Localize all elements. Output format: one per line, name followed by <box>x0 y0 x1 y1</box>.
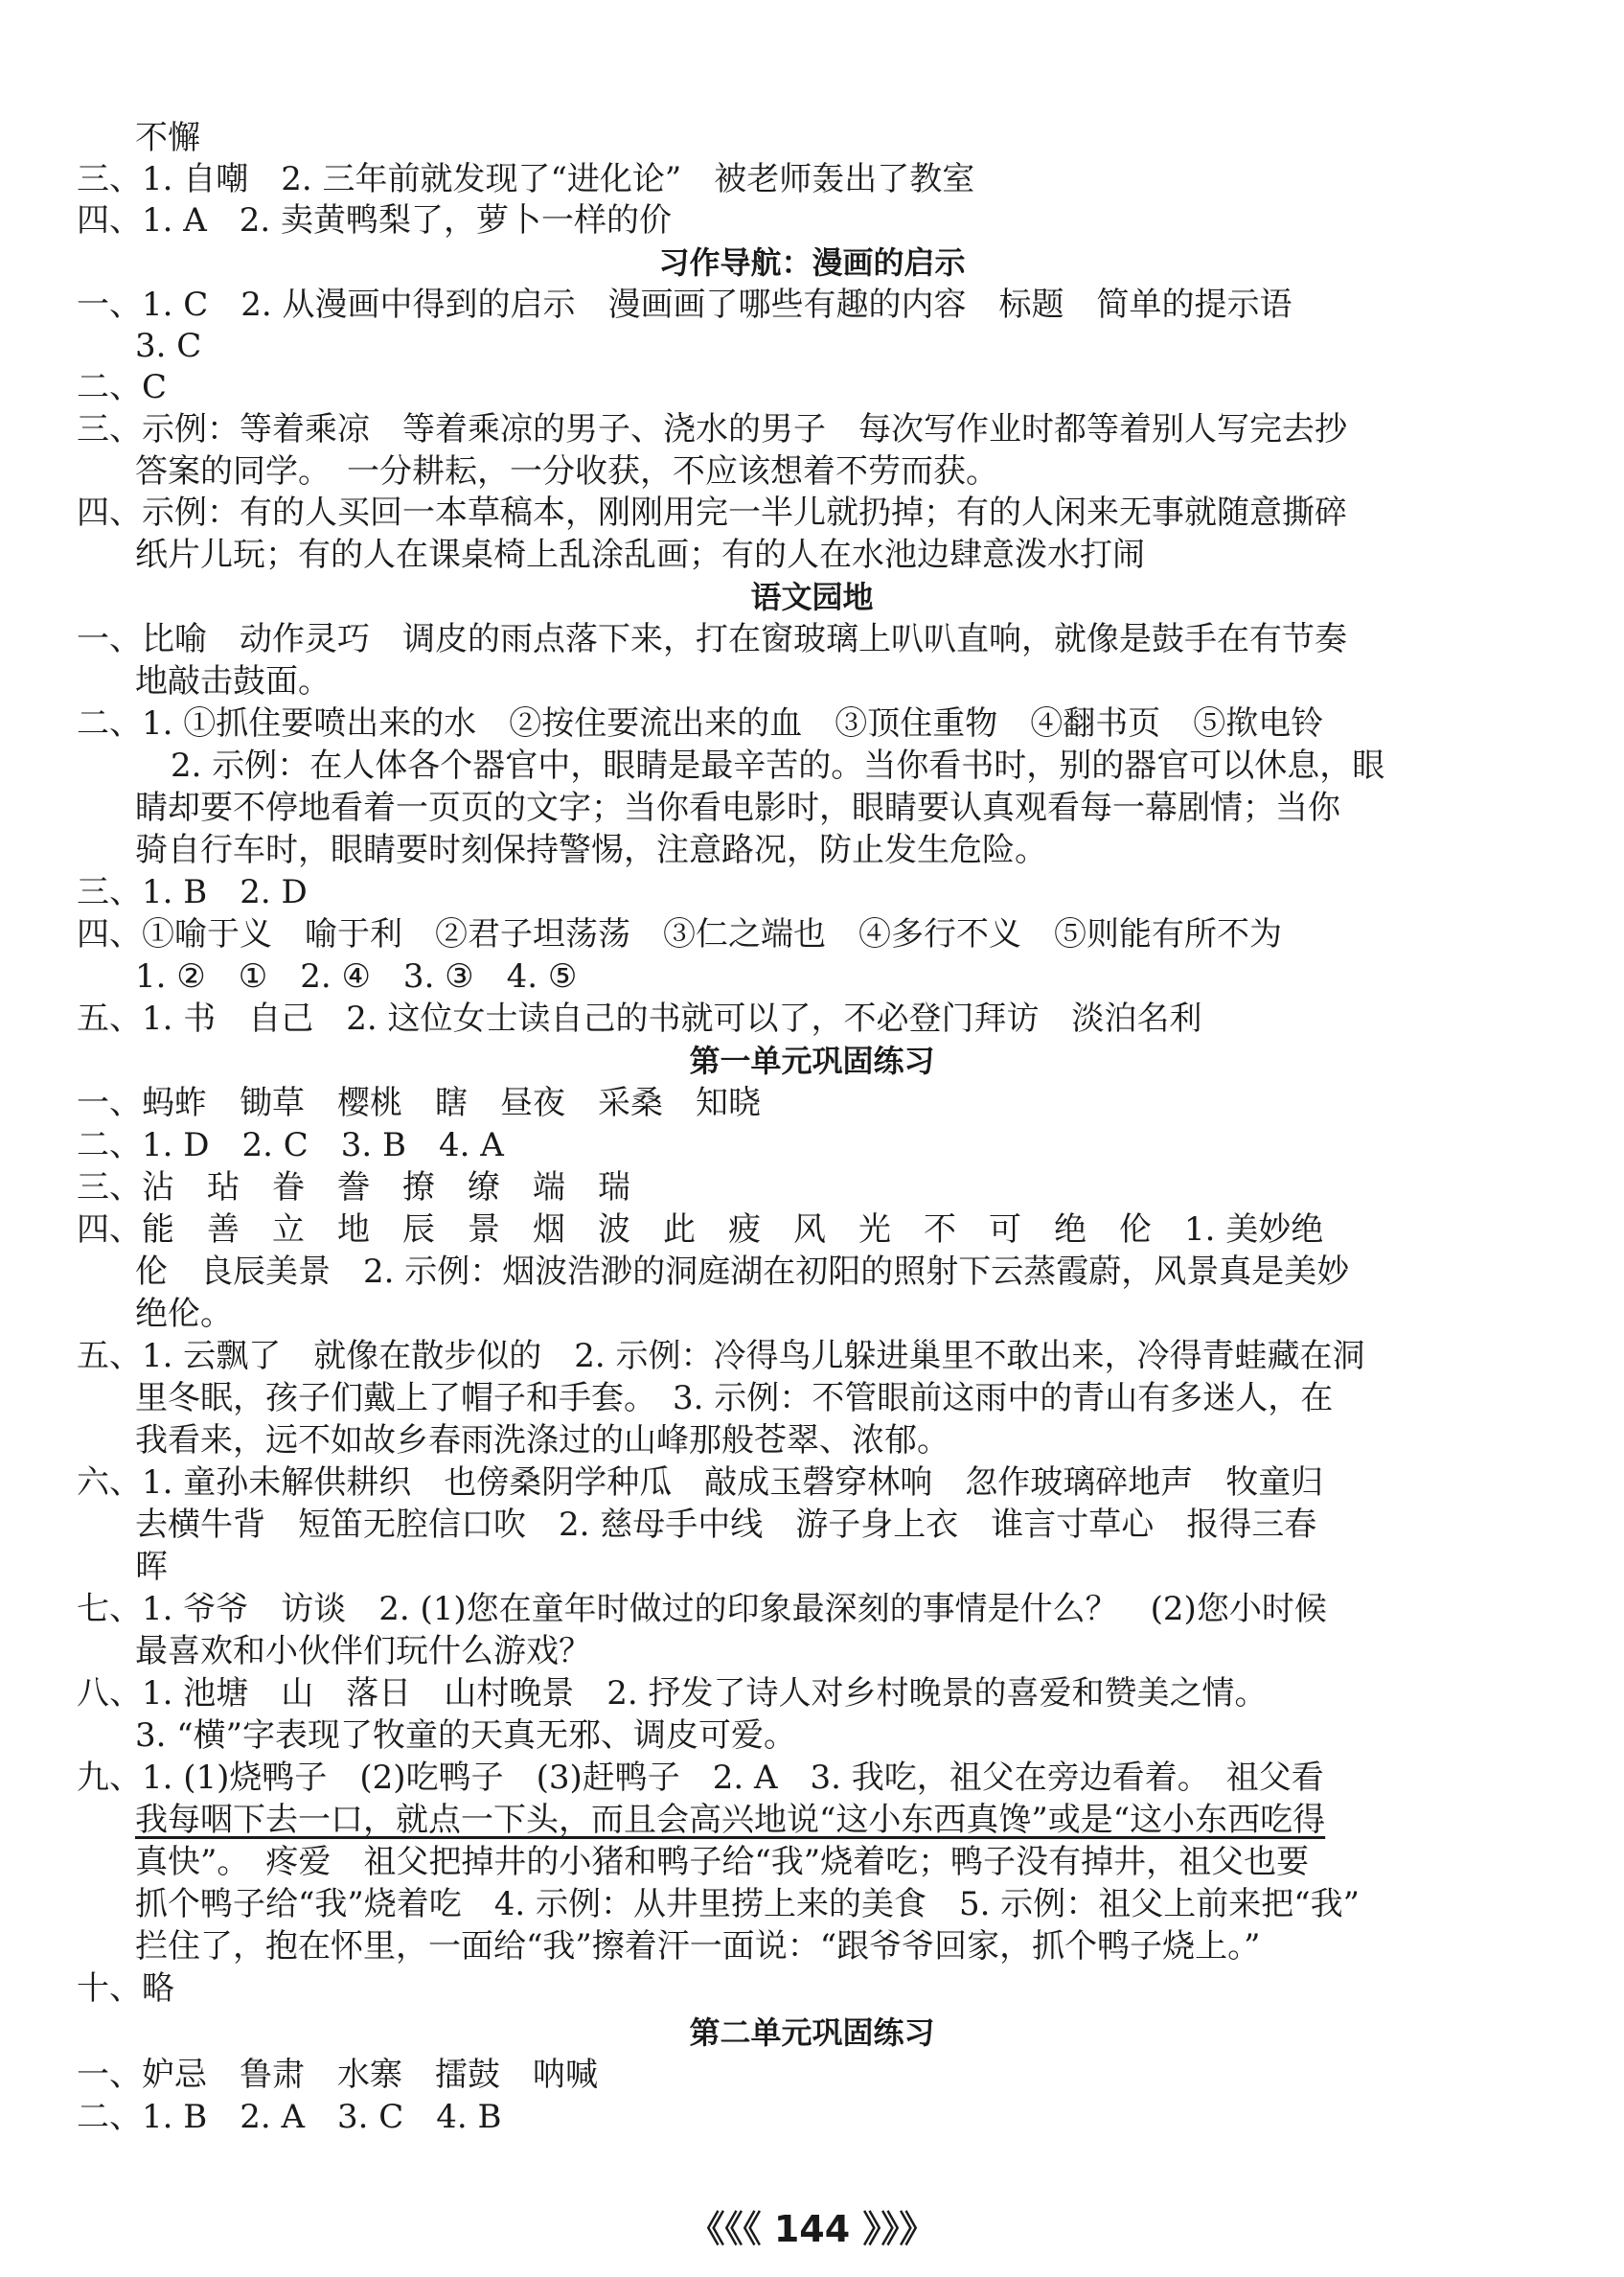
text-line: 五、1. 云飘了 就像在散步似的 2. 示例：冷得鸟儿躲进巢里不敢出来，冷得青蛙藏在洞 <box>77 1337 1365 1375</box>
page-number: 《《《 144 》》》 <box>688 2208 936 2250</box>
text-line: 拦住了，抱在怀里，一面给“我”擦着汗一面说：“跟爷爷回家，抓个鸭子烧上。” <box>135 1927 1261 1966</box>
text-line: 六、1. 童孙未解供耕织 也傍桑阴学种瓜 敲成玉磬穿林响 忽作玻璃碎地声 牧童归 <box>77 1463 1324 1502</box>
text-line: 三、1. 自嘲 2. 三年前就发现了“进化论” 被老师轰出了教室 <box>77 160 975 198</box>
text-line: 三、沾 玷 眷 誊 撩 缭 端 瑞 <box>77 1168 630 1207</box>
text-line: 五、1. 书 自己 2. 这位女士读自己的书就可以了，不必登门拜访 淡泊名利 <box>77 1000 1202 1038</box>
text-line: 四、①喻于义 喻于利 ②君子坦荡荡 ③仁之端也 ④多行不义 ⑤则能有所不为 <box>77 915 1282 954</box>
text-line: 三、示例：等着乘凉 等着乘凉的男子、浇水的男子 每次写作业时都等着别人写完去抄 <box>77 410 1347 448</box>
text-line: 3. C <box>135 327 202 365</box>
text-line: 真快”。 疼爱 祖父把掉井的小猪和鸭子给“我”烧着吃；鸭子没有掉井，祖父也要 <box>135 1843 1310 1881</box>
text-line: 纸片儿玩；有的人在课桌椅上乱涂乱画；有的人在水池边肆意泼水打闹 <box>135 536 1145 574</box>
text-line: 四、示例：有的人买回一本草稿本，刚刚用完一半儿就扔掉；有的人闲来无事就随意撕碎 <box>77 494 1347 532</box>
text-line: 我看来，远不如故乡春雨洗涤过的山峰那般苍翠、浓郁。 <box>135 1421 949 1460</box>
section-heading: 语文园地 <box>750 579 874 615</box>
text-line: 十、略 <box>77 1969 174 2008</box>
text-line: 七、1. 爷爷 访谈 2. (1)您在童年时做过的印象最深刻的事情是什么？ (2)您小时候 <box>77 1590 1327 1628</box>
text-line: 一、1. C 2. 从漫画中得到的启示 漫画画了哪些有趣的内容 标题 简单的提示语 <box>77 286 1292 324</box>
text-line: 去横牛背 短笛无腔信口吹 2. 慈母手中线 游子身上衣 谁言寸草心 报得三春 <box>135 1506 1317 1544</box>
text-line: 伦 良辰美景 2. 示例：烟波浩渺的洞庭湖在初阳的照射下云蒸霞蔚，风景真是美妙 <box>135 1253 1350 1291</box>
text-line: 里冬眠，孩子们戴上了帽子和手套。 3. 示例：不管眼前这雨中的青山有多迷人，在 <box>135 1379 1334 1417</box>
text-line: 九、1. (1)烧鸭子 (2)吃鸭子 (3)赶鸭子 2. A 3. 我吃，祖父在旁边看着。 祖父看 <box>77 1759 1324 1797</box>
text-line: 最喜欢和小伙伴们玩什么游戏？ <box>135 1632 591 1670</box>
text-line: 八、1. 池塘 山 落日 山村晚景 2. 抒发了诗人对乡村晚景的喜爱和赞美之情。 <box>77 1674 1268 1713</box>
underlined-text-line: 我每咽下去一口，就点一下头，而且会高兴地说“这小东西真馋”或是“这小东西吃得 <box>135 1801 1326 1839</box>
text-line: 3. “横”字表现了牧童的天真无邪、调皮可爱。 <box>135 1716 797 1755</box>
text-line: 二、C <box>77 368 168 406</box>
text-line: 绝伦。 <box>135 1295 233 1333</box>
text-line: 1. ② ① 2. ④ 3. ③ 4. ⑤ <box>135 957 578 996</box>
section-heading: 习作导航：漫画的启示 <box>658 244 966 281</box>
text-line: 三、1. B 2. D <box>77 873 308 911</box>
text-line: 一、比喻 动作灵巧 调皮的雨点落下来，打在窗玻璃上叭叭直响，就像是鼓手在有节奏 <box>77 620 1347 658</box>
text-line: 二、1. ①抓住要喷出来的水 ②按住要流出来的血 ③顶住重物 ④翻书页 ⑤揿电铃 <box>77 704 1324 743</box>
text-line: 2. 示例：在人体各个器官中，眼睛是最辛苦的。当你看书时，别的器官可以休息，眼 <box>171 747 1385 785</box>
text-line: 二、1. D 2. C 3. B 4. A <box>77 1126 504 1164</box>
text-line: 四、1. A 2. 卖黄鸭梨了，萝卜一样的价 <box>77 201 673 240</box>
text-line: 骑自行车时，眼睛要时刻保持警惕，注意路况，防止发生危险。 <box>135 831 1047 869</box>
text-line: 睛却要不停地看着一页页的文字；当你看电影时，眼睛要认真观看每一幕剧情；当你 <box>135 789 1340 827</box>
text-line: 一、蚂蚱 锄草 樱桃 瞎 昼夜 采桑 知晓 <box>77 1084 761 1122</box>
text-line: 抓个鸭子给“我”烧着吃 4. 示例：从井里捞上来的美食 5. 示例：祖父上前来把“我” <box>135 1885 1361 1923</box>
text-line: 答案的同学。 一分耕耘，一分收获，不应该想着不劳而获。 <box>135 452 998 491</box>
text-line: 一、妒忌 鲁肃 水寨 擂鼓 呐喊 <box>77 2056 598 2094</box>
text-line: 不懈 <box>135 119 200 157</box>
text-line: 晖 <box>135 1548 168 1586</box>
text-line: 四、能 善 立 地 辰 景 烟 波 此 疲 风 光 不 可 绝 伦 1. 美妙绝 <box>77 1210 1324 1249</box>
section-heading: 第二单元巩固练习 <box>689 2014 935 2051</box>
section-heading: 第一单元巩固练习 <box>689 1043 935 1079</box>
text-line: 二、1. B 2. A 3. C 4. B <box>77 2098 502 2136</box>
text-line: 地敲击鼓面。 <box>135 662 331 701</box>
